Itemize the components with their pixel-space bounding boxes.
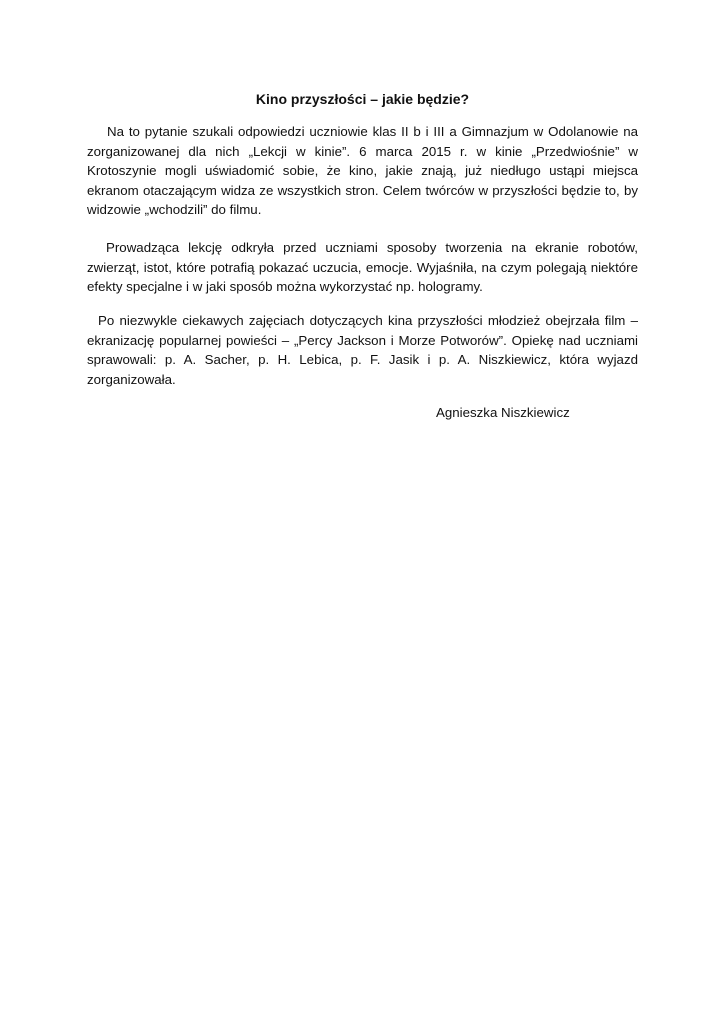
article-paragraph-1: Na to pytanie szukali odpowiedzi uczniowie klas II b i III a Gimnazjum w Odolanowie na zorganizowanej dla nich „Lekcji w kinie”. 6 marca 2015 r. w kinie „Przedwiośnie” w Krotoszynie mogli uświadomić sobie, że kino, jakie znają, już niedługo ustąpi miejsca ekranom otaczającym widza ze wszystkich stron. Celem twórców w przyszłości będzie to, by widzowie „wchodzili” do filmu. [87,124,638,217]
article-paragraph-2: Prowadząca lekcję odkryła przed uczniami sposoby tworzenia na ekranie robotów, zwierząt, istot, które potrafią pokazać uczucia, emocje. Wyjaśniła, na czym polegają niektóre efekty specjalne i w jaki sposób można wykorzystać np. hologramy. [87,240,638,294]
article-title: Kino przyszłości – jakie będzie? [255,91,470,107]
author-signature: Agnieszka Niszkiewicz [436,405,570,420]
article-paragraph-3: Po niezwykle ciekawych zajęciach dotyczących kina przyszłości młodzież obejrzała film – ekranizację popularnej powieści – „Percy Jackson i Morze Potworów”. Opiekę nad uczniami sprawowali: p. A. Sacher, p. H. Lebica, p. F. Jasik i p. A. Niszkiewicz, która wyjazd zorganizowała. [87,313,638,387]
